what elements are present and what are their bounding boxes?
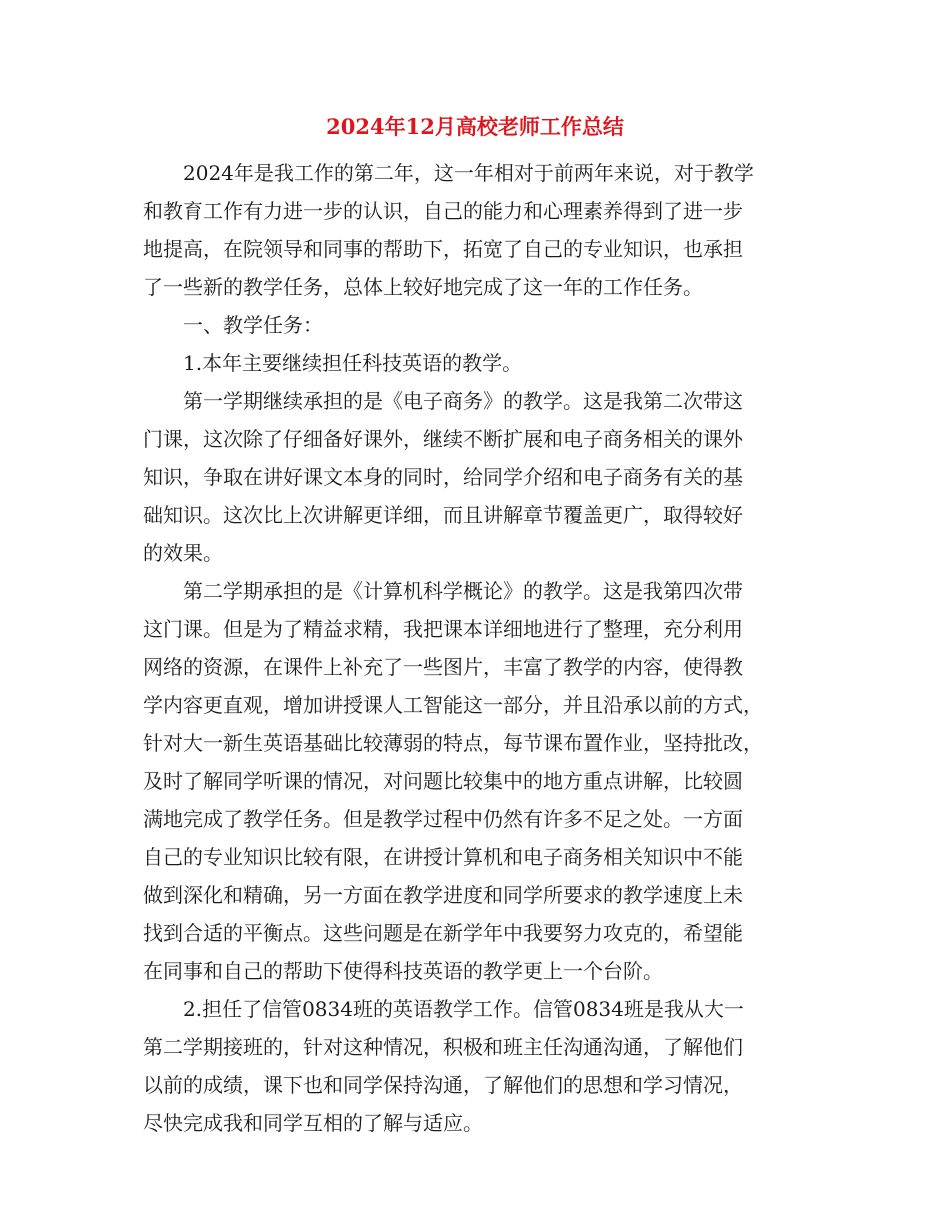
text-line: 和教育工作有力进一步的认识，自己的能力和心理素养得到了进一步 [143, 199, 743, 223]
paragraph [143, 990, 805, 1142]
text-line: 1.本年主要继续担任科技英语的教学。 [183, 351, 523, 375]
text-line: 满地完成了教学任务。但是教学过程中仍然有许多不足之处。一方面 [143, 807, 743, 831]
document-title: 2024年12月高校老师工作总结 [326, 114, 624, 139]
text-line: 一、教学任务： [183, 313, 323, 337]
text-line: 及时了解同学听课的情况，对问题比较集中的地方重点讲解，比较圆 [143, 769, 743, 793]
paragraph [143, 306, 805, 344]
text-line: 2.担任了信管0834班的英语教学工作。信管0834班是我从大一 [183, 997, 744, 1021]
text-line: 地提高，在院领导和同事的帮助下，拓宽了自己的专业知识，也承担 [143, 237, 743, 261]
paragraph [143, 154, 805, 306]
paragraph [143, 572, 805, 990]
text-line: 2024年是我工作的第二年，这一年相对于前两年来说，对于教学 [183, 161, 754, 185]
paragraph [143, 344, 805, 382]
paragraph [143, 382, 805, 572]
text-line: 第二学期接班的，针对这种情况，积极和班主任沟通沟通，了解他们 [143, 1035, 743, 1059]
text-line: 的效果。 [143, 541, 223, 565]
text-line: 这门课。但是为了精益求精，我把课本详细地进行了整理，充分利用 [143, 617, 743, 641]
text-line: 第一学期继续承担的是《电子商务》的教学。这是我第二次带这 [183, 389, 743, 413]
text-line: 第二学期承担的是《计算机科学概论》的教学。这是我第四次带 [183, 579, 743, 603]
text-line: 以前的成绩，课下也和同学保持沟通，了解他们的思想和学习情况， [143, 1073, 743, 1097]
text-line: 学内容更直观，增加讲授课人工智能这一部分，并且沿承以前的方式， [143, 693, 763, 717]
text-line: 了一些新的教学任务，总体上较好地完成了这一年的工作任务。 [143, 275, 703, 299]
document-body [143, 154, 805, 1142]
text-line: 础知识。这次比上次讲解更详细，而且讲解章节覆盖更广，取得较好 [143, 503, 743, 527]
text-line: 自己的专业知识比较有限，在讲授计算机和电子商务相关知识中不能 [143, 845, 743, 869]
text-line: 门课，这次除了仔细备好课外，继续不断扩展和电子商务相关的课外 [143, 427, 743, 451]
text-line: 网络的资源，在课件上补充了一些图片，丰富了教学的内容，使得教 [143, 655, 743, 679]
text-line: 尽快完成我和同学互相的了解与适应。 [143, 1111, 483, 1135]
text-line: 找到合适的平衡点。这些问题是在新学年中我要努力攻克的，希望能 [143, 921, 743, 945]
text-line: 做到深化和精确，另一方面在教学进度和同学所要求的教学速度上未 [143, 883, 743, 907]
text-line: 知识，争取在讲好课文本身的同时，给同学介绍和电子商务有关的基 [143, 465, 743, 489]
text-line: 针对大一新生英语基础比较薄弱的特点，每节课布置作业，坚持批改， [143, 731, 763, 755]
text-line: 在同事和自己的帮助下使得科技英语的教学更上一个台阶。 [143, 959, 663, 983]
